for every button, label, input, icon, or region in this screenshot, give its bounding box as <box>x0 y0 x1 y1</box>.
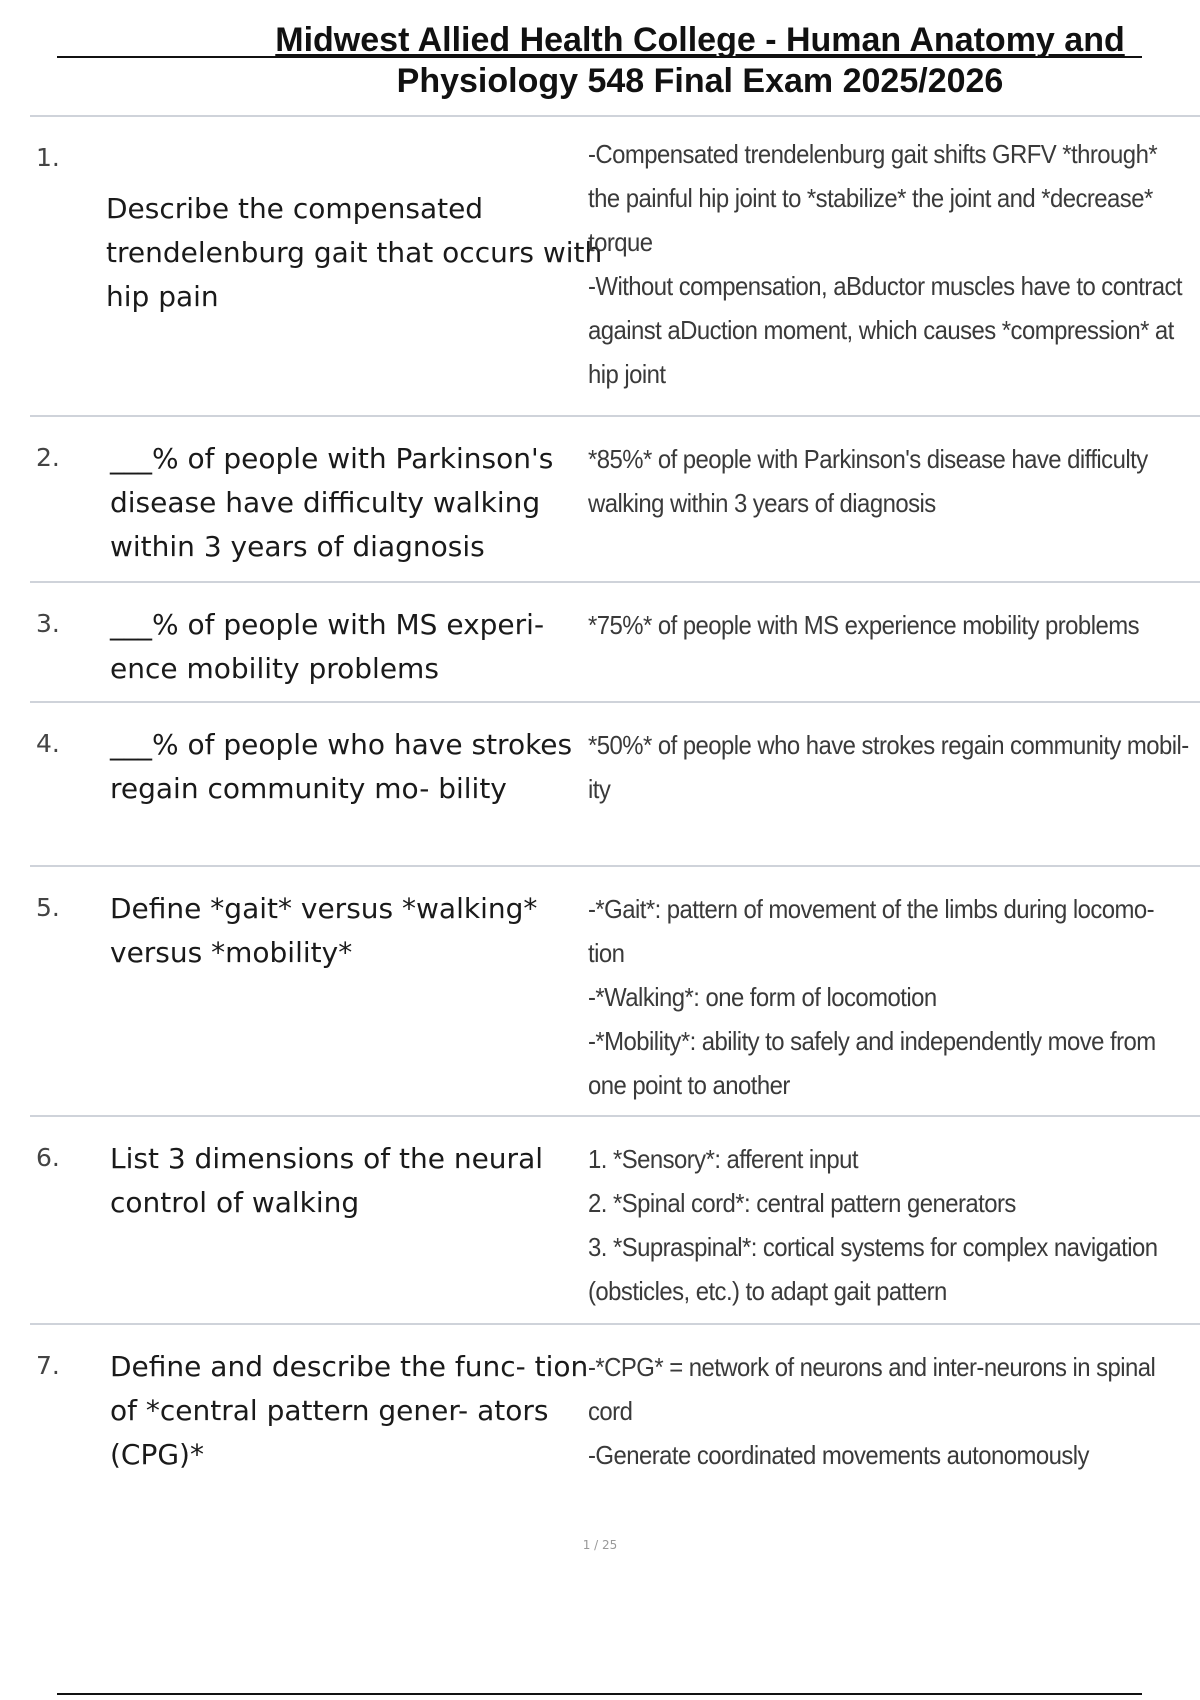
qa-row <box>30 1323 1200 1503</box>
answer-line: -Without compensation, aBductor muscles have to contract <box>588 271 1182 301</box>
document-title <box>200 20 1200 102</box>
answer-line: ity <box>588 774 611 804</box>
answer-line: *50%* of people who have strokes regain community mobil- <box>588 730 1189 760</box>
answer-line: cord <box>588 1396 633 1426</box>
question-text: ___% of people who have strokes regain community mo- bility <box>110 728 573 805</box>
title-line-2: Physiology 548 Final Exam 2025/2026 <box>396 62 1004 100</box>
question-number: 2. <box>36 443 60 472</box>
footer-rule <box>57 1693 1142 1695</box>
answer-line: tion <box>588 938 625 968</box>
question-number: 1. <box>36 143 60 172</box>
answer-line: walking within 3 years of diagnosis <box>588 488 936 518</box>
question-text: ___% of people with Parkinson's disease have difficulty walking within 3 years of diagnosis <box>110 442 554 563</box>
answer-text <box>588 723 1189 811</box>
question-list <box>30 115 1200 1503</box>
question-text: Define and describe the func- tion of *central pattern gener- ators (CPG)* <box>110 1350 589 1471</box>
question-number: 5. <box>36 893 60 922</box>
question-number: 3. <box>36 609 60 638</box>
answer-line: -*CPG* = network of neurons and inter-neurons in spinal <box>588 1352 1156 1382</box>
qa-row <box>30 581 1200 701</box>
answer-line: -*Walking*: one form of locomotion <box>588 982 937 1012</box>
qa-row <box>30 1115 1200 1323</box>
answer-line: one point to another <box>588 1070 790 1100</box>
answer-line: 3. *Supraspinal*: cortical systems for complex navigation <box>588 1232 1158 1262</box>
answer-line: -*Gait*: pattern of movement of the limbs during locomo- <box>588 894 1155 924</box>
answer-line: *85%* of people with Parkinson's disease have difficulty <box>588 444 1148 474</box>
qa-row <box>30 701 1200 865</box>
answer-line: -Compensated trendelenburg gait shifts GRFV *through* <box>588 139 1158 169</box>
answer-text <box>588 132 1182 396</box>
qa-row <box>30 415 1200 581</box>
answer-line: -Generate coordinated movements autonomously <box>588 1440 1089 1470</box>
answer-text <box>588 437 1151 525</box>
qa-row <box>30 115 1200 415</box>
answer-line: against aDuction moment, which causes *compression* at <box>588 315 1174 345</box>
question-text: Describe the compensated trendelenburg gait that occurs with hip pain <box>106 192 603 313</box>
answer-line: *75%* of people with MS experience mobility problems <box>588 610 1139 640</box>
answer-text <box>588 1137 1158 1313</box>
qa-row <box>30 865 1200 1115</box>
title-line-1: Midwest Allied Health College - Human Anatomy and <box>275 21 1125 59</box>
answer-line: torque <box>588 227 653 257</box>
question-number: 4. <box>36 729 60 758</box>
answer-text <box>588 603 1151 647</box>
answer-text <box>588 887 1156 1107</box>
question-text: ___% of people with MS experi- ence mobility problems <box>110 608 545 685</box>
answer-line: -*Mobility*: ability to safely and independently move from <box>588 1026 1156 1056</box>
answer-line: the painful hip joint to *stabilize* the joint and *decrease* <box>588 183 1153 213</box>
question-text: Define *gait* versus *walking* versus *mobility* <box>110 892 538 969</box>
question-text: List 3 dimensions of the neural control of walking <box>110 1142 544 1219</box>
question-number: 7. <box>36 1351 60 1380</box>
answer-line: hip joint <box>588 359 666 389</box>
document-header <box>0 0 1200 115</box>
answer-line: 1. *Sensory*: afferent input <box>588 1144 859 1174</box>
answer-line: 2. *Spinal cord*: central pattern generators <box>588 1188 1016 1218</box>
question-number: 6. <box>36 1143 60 1172</box>
answer-line: (obsticles, etc.) to adapt gait pattern <box>588 1276 947 1306</box>
page-number: 1 / 25 <box>582 1538 618 1552</box>
answer-text <box>588 1345 1156 1477</box>
